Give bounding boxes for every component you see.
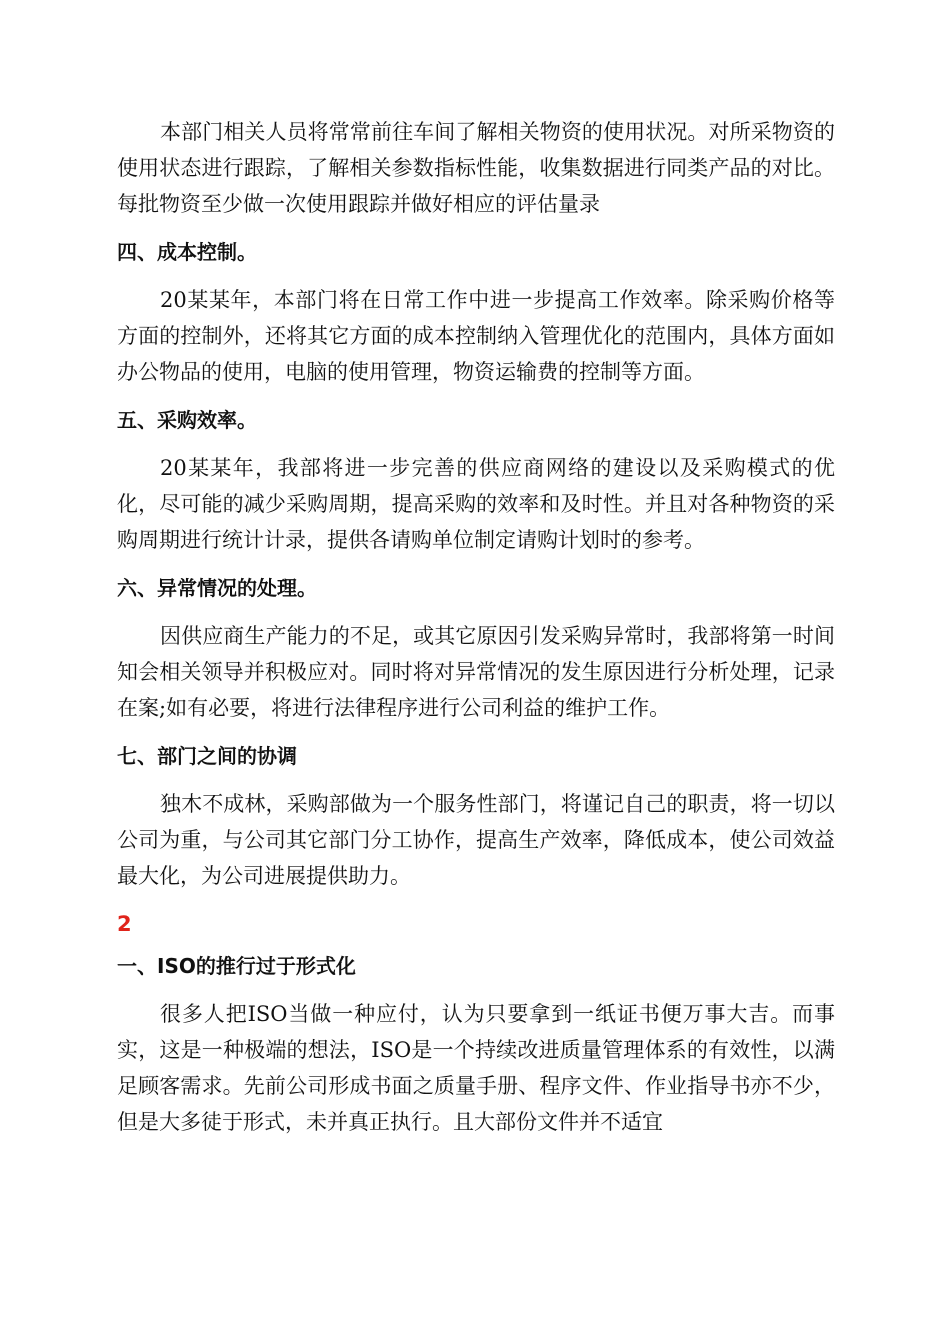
heading-department-coordination: 七、部门之间的协调 <box>117 744 297 768</box>
paragraph-purchasing-efficiency: 20某某年，我部将进一步完善的供应商网络的建设以及采购模式的优化，尽可能的减少采购周期，提高采购的效率和及时性。并且对各种物资的采购周期进行统计计录，提供各请购单位制定请购计划时的参考。 <box>117 456 835 552</box>
section-number: 2 <box>117 912 132 936</box>
heading-purchasing-efficiency: 五、采购效率。 <box>117 408 257 432</box>
heading-cost-control: 四、成本控制。 <box>117 240 257 264</box>
paragraph-department-coordination: 独木不成林，采购部做为一个服务性部门，将谨记自己的职责，将一切以公司为重，与公司其它部门分工协作，提高生产效率，降低成本，使公司效益最大化，为公司进展提供助力。 <box>117 792 835 888</box>
paragraph-exception-handling: 因供应商生产能力的不足，或其它原因引发采购异常时，我部将第一时间知会相关领导并积极应对。同时将对异常情况的发生原因进行分析处理，记录在案;如有必要，将进行法律程序进行公司利益的维护工作。 <box>117 624 835 720</box>
paragraph-cost-control: 20某某年，本部门将在日常工作中进一步提高工作效率。除采购价格等方面的控制外，还将其它方面的成本控制纳入管理优化的范围内，具体方面如办公物品的使用，电脑的使用管理，物资运输费的控制等方面。 <box>117 288 835 384</box>
paragraph-material-tracking: 本部门相关人员将常常前往车间了解相关物资的使用状况。对所采物资的使用状态进行跟踪，了解相关参数指标性能，收集数据进行同类产品的对比。每批物资至少做一次使用跟踪并做好相应的评估量录 <box>117 120 835 216</box>
heading-iso: 一、ISO的推行过于形式化 <box>117 954 356 978</box>
document-body <box>117 114 835 1155</box>
paragraph-iso: 很多人把ISO当做一种应付，认为只要拿到一纸证书便万事大吉。而事实，这是一种极端的想法，ISO是一个持续改进质量管理体系的有效性，以满足顾客需求。先前公司形成书面之质量手册、程序文件、作业指导书亦不少，但是大多徒于形式，未并真正执行。且大部份文件并不适宜 <box>117 1002 835 1134</box>
heading-exception-handling: 六、异常情况的处理。 <box>117 576 317 600</box>
